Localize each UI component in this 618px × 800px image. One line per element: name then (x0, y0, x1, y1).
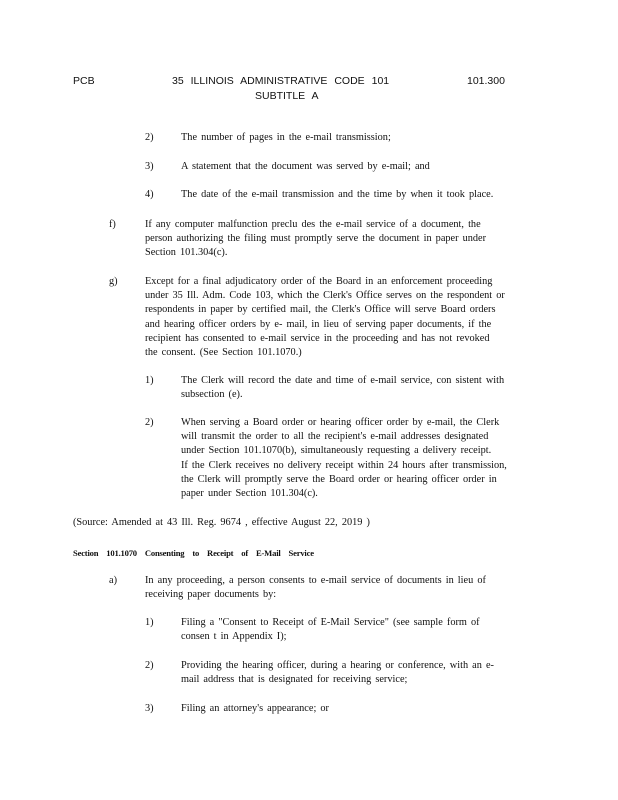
line: A statement that the document was served by e-mail; and (181, 161, 430, 172)
list-item (181, 702, 329, 716)
header-section-number: 101.300 (467, 75, 505, 87)
source-note: (Source: Amended at 43 Ill. Reg. 9674 , effective August 22, 2019 ) (73, 517, 370, 528)
item-label: 3) (145, 161, 154, 172)
line: The Clerk will record the date and time of e-mail service, con sistent with (181, 375, 505, 386)
item-label: 2) (145, 660, 154, 671)
line: and hearing officer orders by e- mail, in lieu of serving paper documents, if the (145, 318, 492, 330)
line: If the Clerk receives no delivery receipt within 24 hours after transmission, (181, 459, 507, 471)
line: respondents in paper by certified mail, the Clerk's Office will serve Board orders (145, 304, 496, 316)
line: The number of pages in the e-mail transmission; (181, 132, 391, 143)
line: Filing an attorney's appearance; or (181, 703, 329, 714)
list-item (181, 374, 504, 402)
line: mail address that is designated for receiving service; (181, 674, 408, 686)
line: paper under Section 101.304(c). (181, 488, 318, 500)
line: person authorizing the filing must promptly serve the document in paper under (145, 233, 487, 245)
section-heading: Section 101.1070 Consenting to Receipt of E-Mail Service (73, 548, 314, 558)
header-left: PCB (73, 75, 95, 87)
item-label: 1) (145, 375, 154, 386)
line: recipient has consented to e-mail service in the proceeding and has not revoked (145, 332, 490, 344)
line: the consent. (See Section 101.1070.) (145, 347, 302, 359)
line: Except for a final adjudicatory order of the Board in an enforcement proceeding (145, 276, 493, 287)
line: will transmit the order to all the recipient's e-mail addresses designated (181, 431, 489, 443)
line: under Section 101.1070(b), simultaneously requesting a delivery receipt. (181, 445, 492, 457)
paragraph-label: a) (109, 575, 117, 586)
item-label: 4) (145, 189, 154, 200)
line: Filing a "Consent to Receipt of E-Mail Service" (see sample form of (181, 617, 480, 628)
paragraph-a (145, 574, 486, 602)
header-title: 35 ILLINOIS ADMINISTRATIVE CODE 101 (172, 75, 390, 87)
line: Providing the hearing officer, during a hearing or conference, with an e- (181, 660, 494, 671)
list-item (181, 188, 493, 202)
list-item (181, 131, 391, 145)
item-label: 2) (145, 417, 154, 428)
line: In any proceeding, a person consents to e-mail service of documents in lieu of (145, 575, 486, 586)
line: under 35 Ill. Adm. Code 103, which the Clerk's Office serves on the respondent or (145, 290, 505, 302)
line: If any computer malfunction preclu des the e-mail service of a document, the (145, 219, 481, 230)
paragraph-g (145, 275, 505, 360)
line: subsection (e). (181, 389, 243, 401)
line: the Clerk will promptly serve the Board order or hearing officer order in (181, 473, 497, 485)
paragraph-label: g) (109, 276, 118, 287)
item-label: 2) (145, 132, 154, 143)
list-item (181, 160, 430, 174)
paragraph-f (145, 218, 486, 261)
line: When serving a Board order or hearing officer order by e-mail, the Clerk (181, 417, 500, 428)
item-label: 1) (145, 617, 154, 628)
paragraph-label: f) (109, 219, 116, 230)
line: Section 101.304(c). (145, 247, 228, 259)
line: receiving paper documents by: (145, 589, 277, 601)
header-subtitle: SUBTITLE A (255, 90, 319, 102)
list-item (181, 659, 494, 687)
item-label: 3) (145, 703, 154, 714)
list-item (181, 416, 507, 501)
line: The date of the e-mail transmission and the time by when it took place. (181, 189, 494, 200)
list-item (181, 616, 480, 644)
line: consen t in Appendix I); (181, 631, 287, 643)
